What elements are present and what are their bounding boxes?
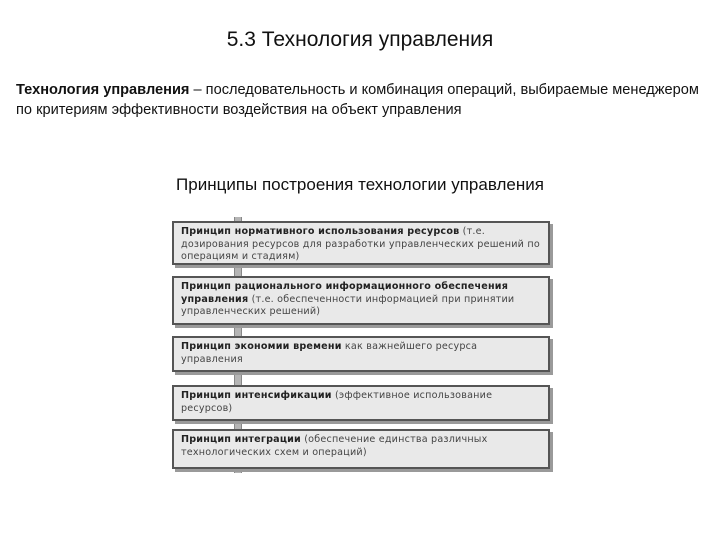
principle-box-2 [172,276,550,325]
principle-description: (обеспечение единства различных технологических схем и операций) [181,434,488,458]
principle-box-3 [172,336,550,372]
principle-title: Принцип интенсификации [181,390,332,401]
principle-title: Принцип интеграции [181,434,301,445]
principle-box-4 [172,385,550,421]
principle-title: Принцип экономии времени [181,341,342,352]
definition-text: – последовательность и комбинация операций, выбираемые менеджером по критериям эффективности воздействия на объект управления [16,82,699,118]
principle-title: Принцип нормативного использования ресурсов [181,226,460,237]
definition-paragraph [16,80,706,120]
principle-title: Принцип рационального информационного обеспечения управления [181,281,509,305]
principles-subtitle: Принципы построения технологии управления [176,175,544,194]
principles-diagram [172,217,552,473]
principle-description: (т.е. обеспеченности информацией при принятии управленческих решений) [181,293,515,317]
definition-term: Технология управления [16,82,190,98]
principle-description: (эффективное использование ресурсов) [181,390,493,414]
slide-title: 5.3 Технология управления [226,28,494,51]
principle-box-5 [172,429,550,469]
principle-description: (т.е. дозирования ресурсов для разработки управленческих решений по операциям и стадиям) [181,226,540,262]
principle-description: как важнейшего ресурса управления [181,341,478,365]
principle-box-1 [172,221,550,265]
